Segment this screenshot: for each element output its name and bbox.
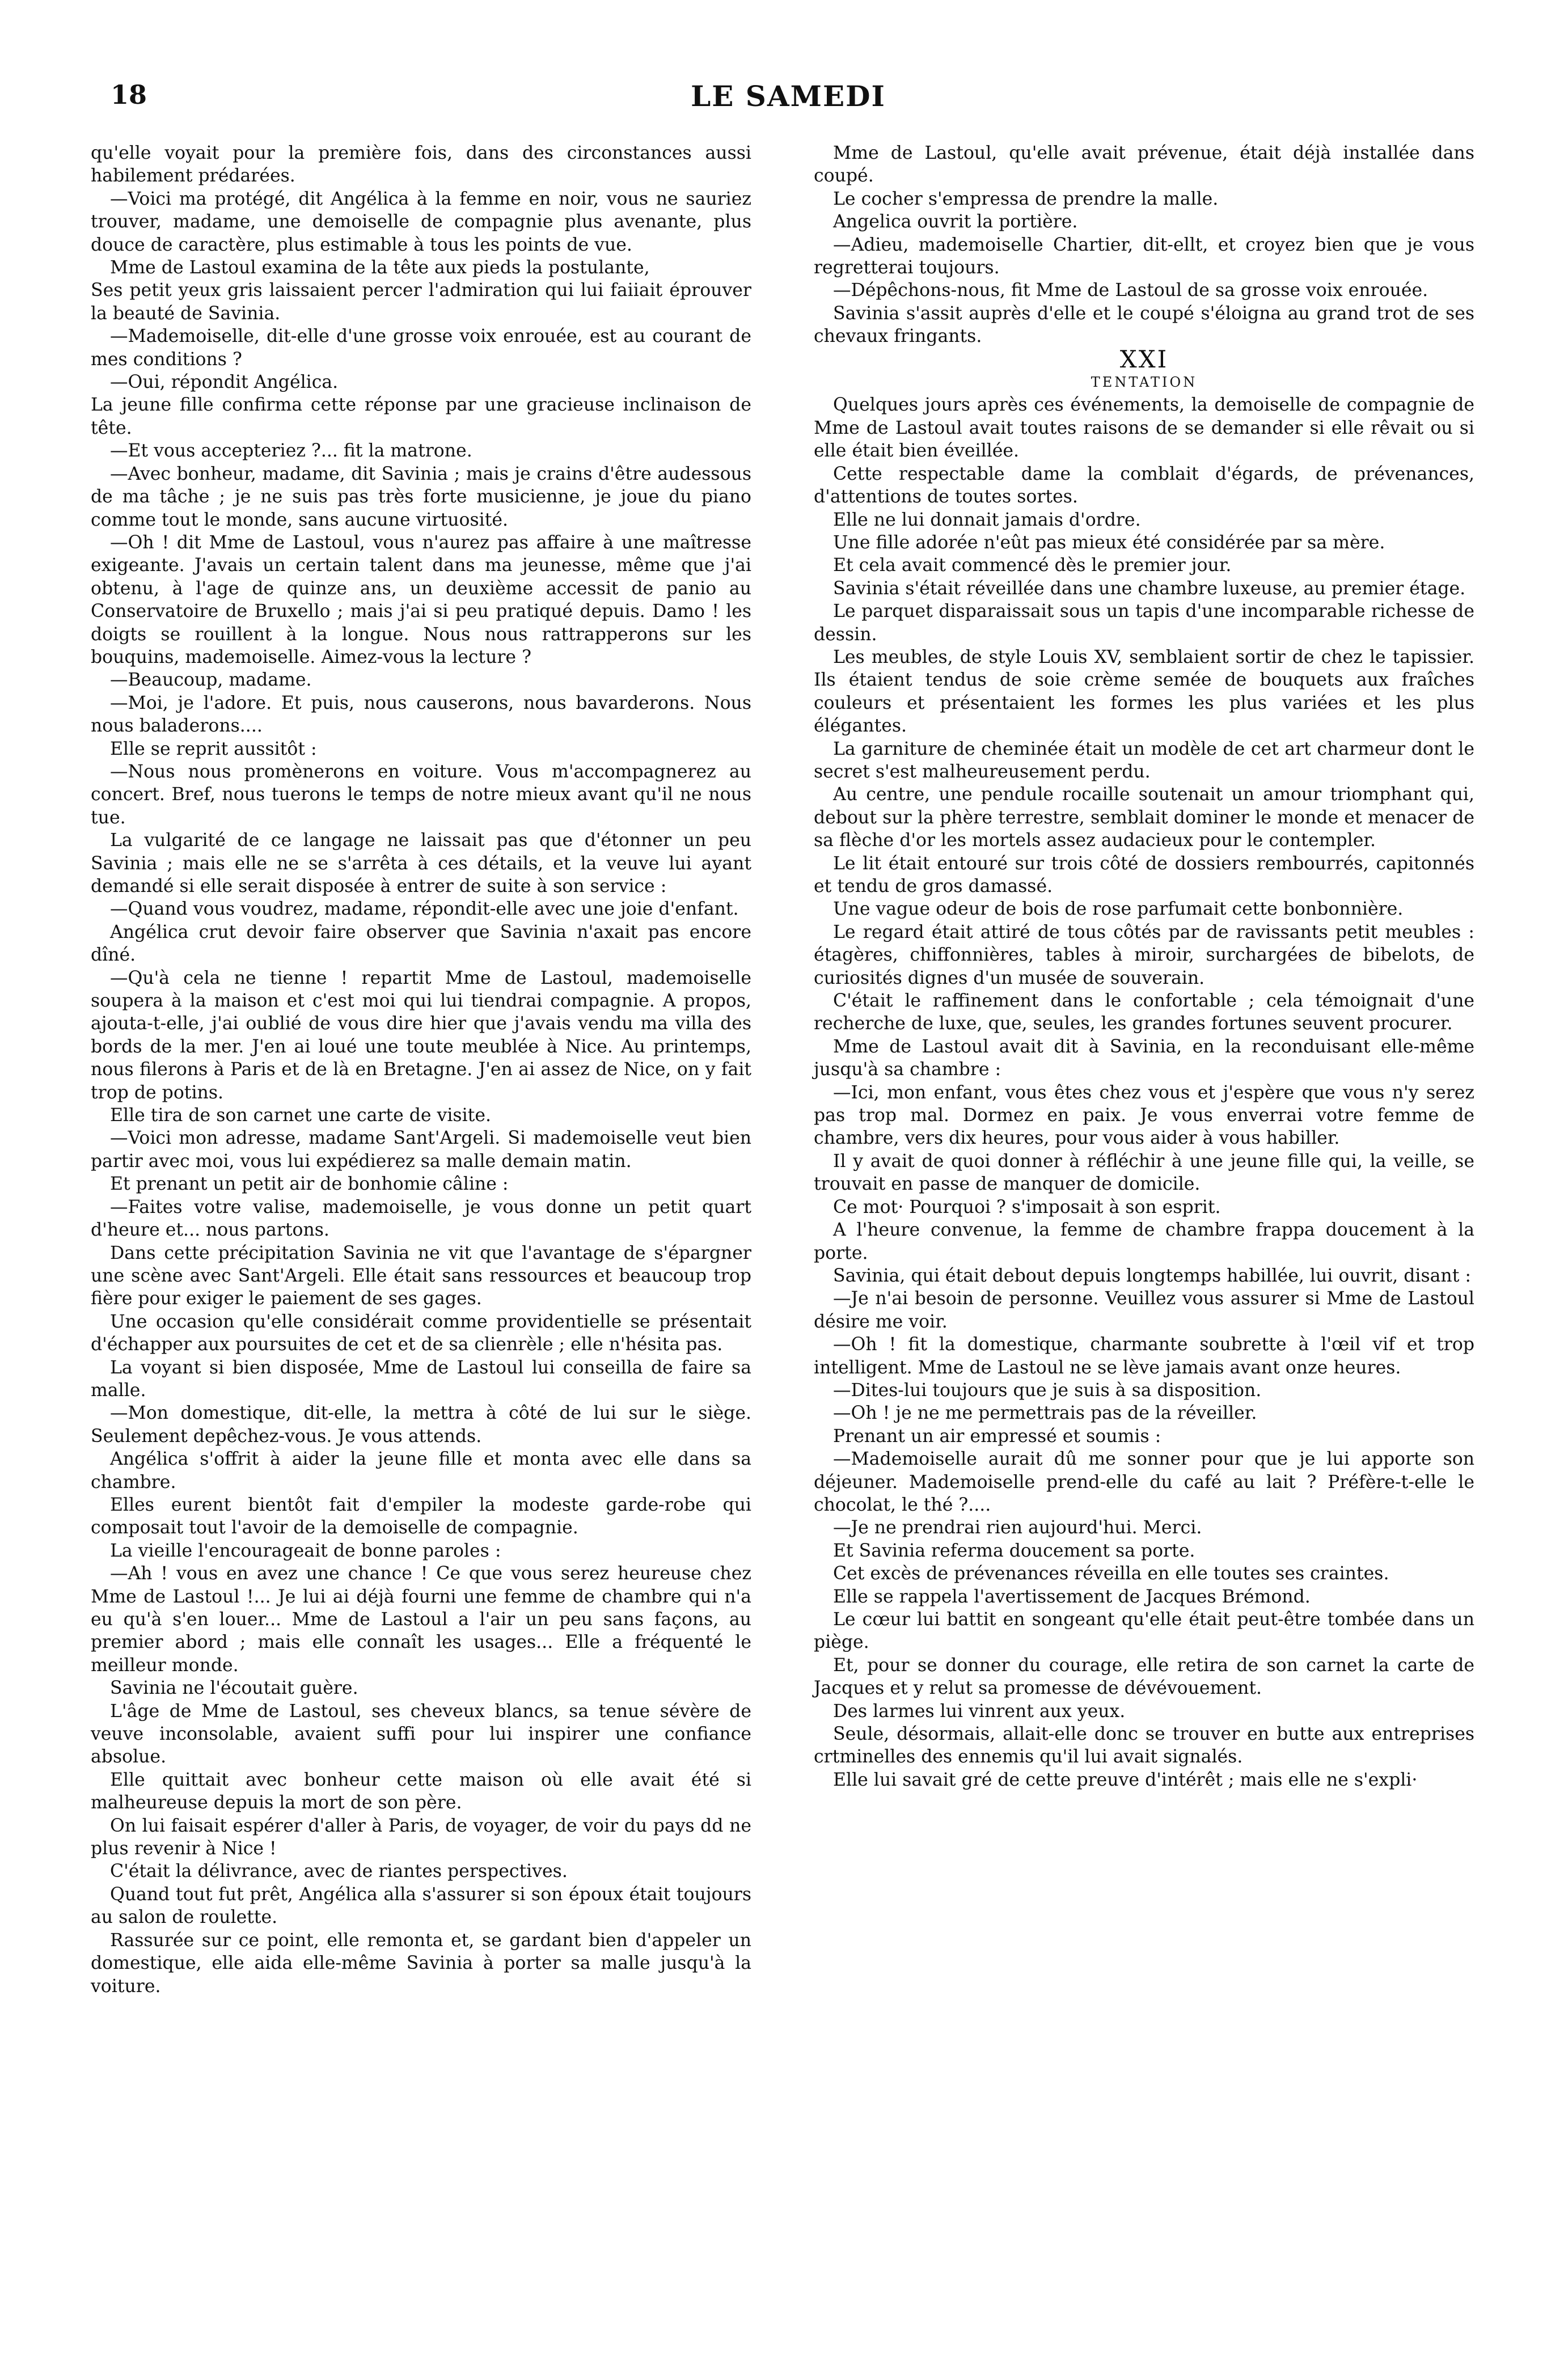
paragraph: Elle se rappela l'avertissement de Jacques Brémond. [833,1586,1311,1607]
paragraph: La vieille l'encourageait de bonne paroles : [110,1540,501,1561]
paragraph: Et, pour se donner du courage, elle retira de son carnet la carte de Jacques et y relut sa promesse de dévévouement. [814,1655,1474,1699]
paragraph: Savinia, qui était debout depuis longtemps habillée, lui ouvrit, disant : [833,1265,1472,1286]
paragraph: La voyant si bien disposée, Mme de Lastoul lui conseilla de faire sa malle. [91,1357,751,1401]
paragraph: Et Savinia referma doucement sa porte. [833,1540,1195,1561]
paragraph: Ce mot· Pourquoi ? s'imposait à son esprit. [833,1196,1221,1217]
paragraph: Mme de Lastoul examina de la tête aux pieds la postulante, [110,257,650,278]
paragraph: —Moi, je l'adore. Et puis, nous causerons, nous bavarderons. Nous nous baladerons.... [91,692,751,737]
paragraph: Elles eurent bientôt fait d'empiler la modeste garde-robe qui composait tout l'avoir de la demoiselle de compagnie. [91,1494,751,1538]
chapter-title: TENTATION [1091,374,1198,391]
paragraph: —Voici ma protégé, dit Angélica à la femme en noir, vous ne sauriez trouver, madame, une demoiselle de compagnie plus avenante, plus douce de caractère, plus estimable à tous les points de vue. [91,188,751,255]
paragraph: Angélica crut devoir faire observer que Savinia n'axait pas encore dîné. [91,921,751,966]
paragraph: Le cœur lui battit en songeant qu'elle était peut-être tombée dans un piège. [814,1609,1474,1653]
paragraph: Mme de Lastoul, qu'elle avait prévenue, était déjà installée dans coupé. [814,143,1474,187]
paragraph: —Oh ! je ne me permettrais pas de la réveiller. [833,1403,1257,1424]
paragraph: Elle se reprit aussitôt : [110,738,317,759]
right-column [814,142,1474,1791]
paragraph: Et cela avait commencé dès le premier jour. [833,555,1232,576]
paragraph: Elle tira de son carnet une carte de visite. [110,1105,491,1126]
paragraph: A l'heure convenue, la femme de chambre frappa doucement à la porte. [814,1220,1474,1263]
paragraph: Au centre, une pendule rocaille soutenait un amour triomphant qui, debout sur la phère terrestre, semblait dominer le monde et menacer de sa flèche d'or les mortels assez audacieux pour le contempler. [814,784,1474,851]
paragraph: La jeune fille confirma cette réponse par une gracieuse inclinaison de tête. [91,395,751,438]
paragraph: —Dépêchons-nous, fit Mme de Lastoul de sa grosse voix enrouée. [833,280,1428,301]
paragraph: On lui faisait espérer d'aller à Paris, de voyager, de voir du pays dd ne plus revenir à Nice ! [91,1815,751,1859]
paragraph: Une fille adorée n'eût pas mieux été considérée par sa mère. [833,532,1385,553]
paragraph: Savinia ne l'écoutait guère. [110,1678,358,1699]
paragraph: —Mon domestique, dit-elle, la mettra à côté de lui sur le siège. Seulement depêchez-vous. Je vous attends. [91,1403,751,1447]
paragraph: Elle lui savait gré de cette preuve d'intérêt ; mais elle ne s'expli· [833,1769,1418,1790]
paragraph: —Mademoiselle, dit-elle d'une grosse voix enrouée, est au courant de mes conditions ? [91,326,751,370]
paragraph: —Dites-lui toujours que je suis à sa disposition. [833,1380,1262,1401]
paragraph: —Et vous accepteriez ?... fit la matrone. [110,441,472,462]
paragraph: Une occasion qu'elle considérait comme providentielle se présentait d'échapper aux poursuites de cet et de sa clienrèle ; elle n'hésita pas. [91,1311,751,1355]
paragraph: Elle ne lui donnait jamais d'ordre. [833,509,1141,530]
paragraph: Savinia s'assit auprès d'elle et le coupé s'éloigna au grand trot de ses chevaux fringants. [814,303,1474,347]
paragraph: Les meubles, de style Louis XV, semblaient sortir de chez le tapissier. Ils étaient tendus de soie crème semée de bouquets aux fraîches couleurs et présentaient les formes les plus variées et les plus élégantes. [814,646,1474,737]
paragraph: —Oh ! dit Mme de Lastoul, vous n'aurez pas affaire à une maîtresse exigeante. J'avais un certain talent dans ma jeunesse, même que j'ai obtenu, à l'age de quinze ans, un deuxième accessit de panio au Conservatoire de Bruxello ; mais j'ai si peu pratiqué depuis. Damo ! les doigts se rouillent à la longue. Nous nous rattrapperons sur les bouquins, mademoiselle. Aimez-vous la lecture ? [91,532,751,667]
paragraph: Des larmes lui vinrent aux yeux. [833,1701,1126,1722]
paragraph: Mme de Lastoul avait dit à Savinia, en la reconduisant elle-même jusqu'à sa chambre : [814,1036,1474,1080]
paragraph: —Qu'à cela ne tienne ! repartit Mme de Lastoul, mademoiselle soupera à la maison et c'est moi qui lui tiendrai compagnie. A propos, ajouta-t-elle, j'ai oublié de vous dire hier que j'avais vendu ma villa des bords de la mer. J'en ai loué une toute meublée à Nice. Au printemps, nous filerons à Paris et de là en Bretagne. J'en ai assez de Nice, on y fait trop de potins. [91,967,751,1103]
paragraph: —Beaucoup, madame. [110,670,312,691]
paragraph: C'était le raffinement dans le confortable ; cela témoignait d'une recherche de luxe, que, seules, les grandes fortunes seuvent procurer. [814,991,1474,1034]
paragraph: —Ici, mon enfant, vous êtes chez vous et j'espère que vous n'y serez pas trop mal. Dormez en paix. Je vous enverrai votre femme de chambre, vers dix heures, pour vous aider à vous habiller. [814,1082,1474,1149]
paragraph: Et prenant un petit air de bonhomie câline : [110,1174,509,1195]
paragraph: —Adieu, mademoiselle Chartier, dit-ellt, et croyez bien que je vous regretterai toujours. [814,234,1474,278]
paragraph: Prenant un air empressé et soumis : [833,1426,1161,1447]
paragraph: Elle quittait avec bonheur cette maison où elle avait été si malheureuse depuis la mort de son père. [91,1769,751,1813]
paragraph: —Je ne prendrai rien aujourd'hui. Merci. [833,1517,1202,1538]
paragraph: La garniture de cheminée était un modèle de cet art charmeur dont le secret s'est malheureusement perdu. [814,738,1474,782]
paragraph: Le cocher s'empressa de prendre la malle. [833,188,1219,209]
paragraph: Dans cette précipitation Savinia ne vit que l'avantage de s'épargner une scène avec Sant'Argeli. Elle était sans ressources et beaucoup trop fière pour exiger le paiement de ses gages. [91,1242,751,1309]
paragraph: Une vague odeur de bois de rose parfumait cette bonbonnière. [833,899,1404,920]
paragraph: L'âge de Mme de Lastoul, ses cheveux blancs, sa tenue sévère de veuve inconsolable, avaient suffi pour lui inspirer une confiance absolue. [91,1701,751,1768]
paragraph: Ses petit yeux gris laissaient percer l'admiration qui lui faiiait éprouver la beauté de Savinia. [91,280,751,324]
paragraph: —Quand vous voudrez, madame, répondit-elle avec une joie d'enfant. [110,899,739,920]
paragraph: Quelques jours après ces événements, la demoiselle de compagnie de Mme de Lastoul avait toutes raisons de se demander si elle rêvait ou si elle était bien éveillée. [814,395,1474,462]
paragraph: —Avec bonheur, madame, dit Savinia ; mais je crains d'être audessous de ma tâche ; je ne suis pas très forte musicienne, je joue du piano comme tout le monde, sans aucune virtuosité. [91,463,751,530]
paragraph: —Voici mon adresse, madame Sant'Argeli. Si mademoiselle veut bien partir avec moi, vous lui expédierez sa malle demain matin. [91,1128,751,1172]
paragraph: Le parquet disparaissait sous un tapis d'une incomparable richesse de dessin. [814,601,1474,645]
paragraph: Seule, désormais, allait-elle donc se trouver en butte aux entreprises crtminelles des ennemis qu'il lui avait signalés. [814,1724,1474,1768]
paragraph: —Ah ! vous en avez une chance ! Ce que vous serez heureuse chez Mme de Lastoul !... Je lui ai déjà fourni une femme de chambre qui n'a eu qu'à s'en louer... Mme de Lastoul a l'air un peu sans façons, au premier abord ; mais elle connaît les usages... Elle a fréquenté le meilleur monde. [91,1563,751,1676]
paragraph: Le lit était entouré sur trois côté de dossiers rembourrés, capitonnés et tendu de gros damassé. [814,853,1474,897]
paragraph: La vulgarité de ce langage ne laissait pas que d'étonner un peu Savinia ; mais elle ne se s'arrêta à ces détails, et la veuve lui ayant demandé si elle serait disposée à entrer de suite à son service : [91,830,751,897]
page-number: 18 [111,79,147,110]
running-head: LE SAMEDI [691,79,886,113]
paragraph: —Oh ! fit la domestique, charmante soubrette à l'œil vif et trop intelligent. Mme de Lastoul ne se lève jamais avant onze heures. [814,1334,1474,1378]
paragraph: Savinia s'était réveillée dans une chambre luxeuse, au premier étage. [833,578,1466,599]
paragraph: Cette respectable dame la comblait d'égards, de prévenances, d'attentions de toutes sortes. [814,463,1474,508]
paragraph: Il y avait de quoi donner à réfléchir à une jeune fille qui, la veille, se trouvait en passe de manquer de domicile. [814,1151,1474,1195]
paragraph: Angélica s'offrit à aider la jeune fille et monta avec elle dans sa chambre. [91,1449,751,1493]
paragraph: —Mademoiselle aurait dû me sonner pour que je lui apporte son déjeuner. Mademoiselle prend-elle du café au lait ? Préfère-t-elle le chocolat, le thé ?.... [814,1449,1474,1515]
paragraph: Cet excès de prévenances réveilla en elle toutes ses craintes. [833,1563,1389,1584]
paragraph: —Oui, répondit Angélica. [110,372,339,393]
paragraph: Le regard était attiré de tous côtés par de ravissants petit meubles : étagères, chiffonnières, tables à miroir, surchargées de bibelots, de curiosités dignes d'un musée de souverain. [814,921,1474,988]
paragraph: Angelica ouvrit la portière. [833,212,1078,232]
paragraph: Rassurée sur ce point, elle remonta et, se gardant bien d'appeler un domestique, elle aida elle-même Savinia à porter sa malle jusqu'à la voiture. [91,1930,751,1997]
chapter-number: XXI [1119,345,1169,373]
left-column [91,142,751,1998]
paragraph: C'était la délivrance, avec de riantes perspectives. [110,1861,568,1882]
paragraph: —Faites votre valise, mademoiselle, je vous donne un petit quart d'heure et... nous partons. [91,1196,751,1241]
paragraph: —Je n'ai besoin de personne. Veuillez vous assurer si Mme de Lastoul désire me voir. [814,1288,1474,1332]
paragraph: —Nous nous promènerons en voiture. Vous m'accompagnerez au concert. Bref, nous tuerons le temps de notre mieux avant qu'il ne nous tue. [91,761,751,828]
paragraph: qu'elle voyait pour la première fois, dans des circonstances aussi habilement prédarées. [91,143,751,187]
paragraph: Quand tout fut prêt, Angélica alla s'assurer si son époux était toujours au salon de roulette. [91,1884,751,1928]
page-header [111,79,1466,130]
